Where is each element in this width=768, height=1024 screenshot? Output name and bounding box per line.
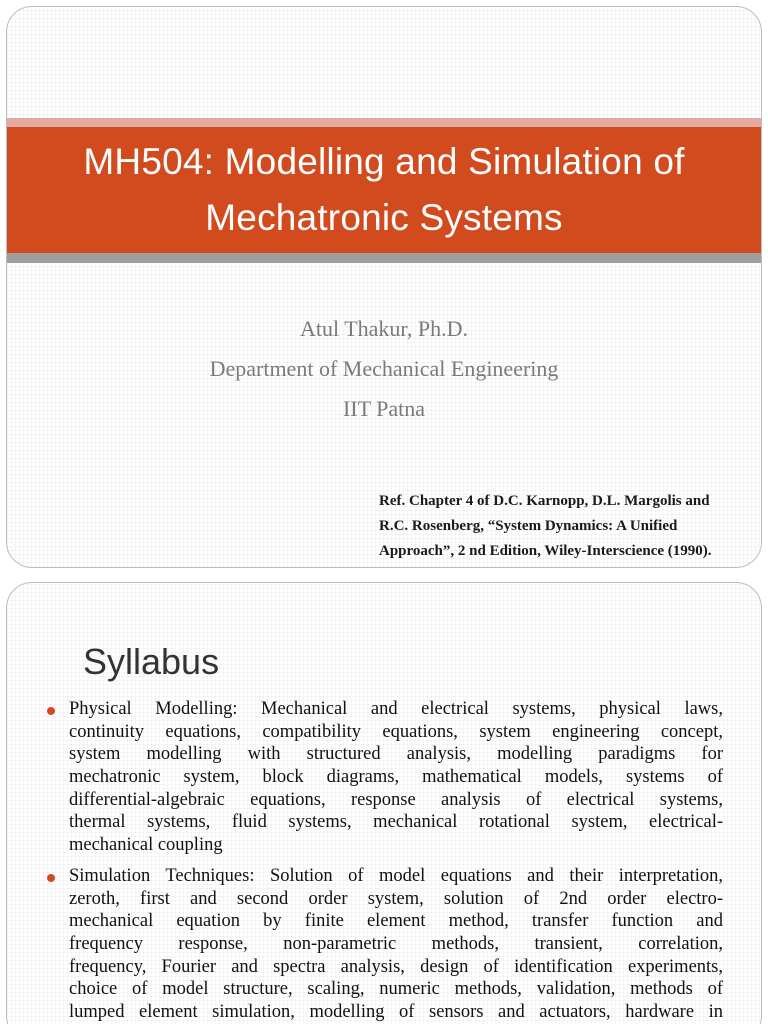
bullet-text-line: differential-algebraic equations, response analysis of electrical systems,	[69, 789, 723, 810]
department-name: Department of Mechanical Engineering	[209, 356, 559, 381]
institute-name: IIT Patna	[342, 396, 426, 421]
syllabus-heading: Syllabus	[83, 641, 220, 682]
course-title-line-1: MH504: Modelling and Simulation of	[83, 141, 685, 182]
bullet-physical-modelling	[47, 698, 723, 857]
reference-line: R.C. Rosenberg, “System Dynamics: A Unified	[379, 518, 678, 534]
bullet-text-line: mechanical equation by finite element method, transfer function and	[69, 911, 723, 932]
author-name: Atul Thakur, Ph.D.	[300, 316, 468, 341]
bullet-text-line: frequency response, non-parametric methods, transient, correlation,	[69, 933, 723, 954]
bullet-text-line: zeroth, first and second order system, solution of 2nd order electro-	[69, 888, 723, 909]
title-band	[7, 127, 761, 253]
bullet-text-line: Physical Modelling: Mechanical and electrical systems, physical laws,	[69, 699, 723, 719]
bullet-text-line: mechatronic system, block diagrams, mathematical models, systems of	[69, 767, 723, 788]
title-top-strip	[7, 118, 761, 127]
bullet-text-line: thermal systems, fluid systems, mechanical rotational system, electrical-	[69, 812, 723, 833]
bullet-text-line: frequency, Fourier and spectra analysis, design of identification experiments,	[69, 956, 723, 977]
bullet-simulation-techniques	[47, 865, 723, 1024]
bullet-text-line: choice of model structure, scaling, numeric methods, validation, methods of	[69, 979, 723, 1000]
title-bottom-strip	[7, 253, 761, 263]
reference-line: Ref. Chapter 4 of D.C. Karnopp, D.L. Margolis and	[379, 493, 710, 509]
title-slide	[6, 6, 762, 568]
bullet-text-line: lumped element simulation, modelling of sensors and actuators, hardware in	[69, 1001, 723, 1022]
bullet-dot-icon	[47, 707, 55, 715]
bullet-text-line: mechanical coupling	[69, 835, 223, 856]
reference-note	[379, 489, 749, 564]
course-title-line-2: Mechatronic Systems	[205, 197, 563, 238]
syllabus-bullet-list	[47, 698, 723, 1024]
bullet-dot-icon	[47, 874, 55, 882]
bullet-text-line: continuity equations, compatibility equations, system engineering concept,	[69, 721, 723, 742]
bullet-text-line: Simulation Techniques: Solution of model equations and their interpretation,	[69, 865, 723, 886]
author-block	[7, 309, 761, 429]
bullet-text-line: system modelling with structured analysis, modelling paradigms for	[69, 744, 723, 765]
syllabus-slide	[6, 582, 762, 1024]
reference-line: Approach”, 2 nd Edition, Wiley-Interscience (1990).	[379, 543, 712, 559]
